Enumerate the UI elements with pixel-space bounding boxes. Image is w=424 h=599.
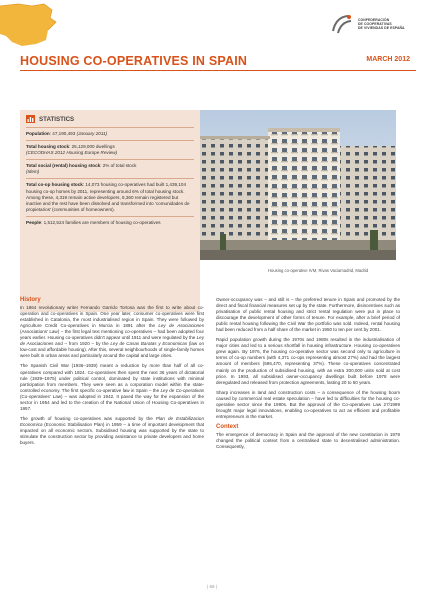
cooperative-logo-icon [330,13,354,35]
title-rule [20,70,416,71]
history-paragraph-2 [20,363,204,411]
stat-population [26,131,194,137]
stat-population-value: : 47,190,493 [49,131,77,136]
stat-total-housing-label: Total housing stock [26,144,70,150]
text-run: (Associations' Law) – the first legal text mentioning co-operatives – had been adopted four years earlier. Housing co-operatives didn't appear until 1911 and were regulated by the [20,329,204,341]
right-column [216,297,400,454]
statistics-divider [26,127,194,128]
logo-line-2: DE COOPERATIVAS [358,21,392,26]
stat-social-housing [26,163,194,175]
history-paragraph-1 [20,305,204,359]
text-run: (Co-operatives' Law) – was adopted in 1942. It paved the way for the expansion of the sector in 1954 and led to the creation of the National Union of Housing Co-operatives in 1957. [20,393,204,411]
bar-chart-icon [26,115,35,123]
statistics-divider [26,178,194,179]
text-run: (law on low-cost and affordable housing). After this, several neighbourhoods of single-family homes were built in urban areas and particularly around the capital and large cities. [20,341,204,359]
statistics-divider [26,159,194,160]
stat-total-housing-value: : 25,129,000 dwellings [69,144,115,150]
stat-people-label: People [26,219,42,225]
housing-cooperative-photo [200,110,396,260]
context-heading: Context [216,423,239,430]
context-paragraph: The emergence of democracy in Spain and the approval of the new constitution in 1978 changed the political context from a centralised state to decentralised administration. Consequently, [216,431,400,450]
concovi-logo [330,10,416,38]
stat-social-value: : 2% of total stock [100,163,137,169]
stat-population-source: (January 2011) [76,131,108,136]
stat-people-value: : 1,512,524 families are members of housing co-operatives [41,219,161,225]
right-paragraph-1: Owner-occupancy was – and still is – the preferred tenure in Spain and promoted by the direct and fiscal financial measures set up by the state. Furthermore, disincentives such as privatisation of public rental housing and strict rental regulation were put in place to discourage the development of other forms of tenure. For example, after a brief period of public rental housing following the Civil War the portfolio was sold. Indeed, rental housing had been reduced from a half share of the market in 1950 to ten per cent by 2001. [216,297,400,333]
history-column [20,297,204,450]
text-italic: Ley de Asociaciones [158,323,204,329]
title-row [20,54,416,68]
right-paragraph-3: Sharp increases in land and construction costs – a consequence of the housing boom caused by commercial real estate speculation – have led to difficulties for the housing co-operative sector since the 1990s. But the approval of the Co-operatives Law 27/1999 brought major legal innovations, enabling co-operatives to act as efficient and profitable entrepreneurs in the market. [216,389,400,419]
history-heading: History [20,297,41,303]
photo-caption: Housing co-operative IVM, Rivas Vaciamadrid, Madrid [268,268,369,273]
stat-total-housing-source: (CECODHAS 2012 Housing Europe Review) [26,150,118,156]
statistics-divider [26,216,194,217]
stat-coop-housing [26,182,194,212]
text-italic: Ley de Co-operativas [160,387,204,393]
page-title: HOUSING CO-OPERATIVES IN SPAIN [20,54,248,68]
text-run: In 1864 revolutionary writer Fernando Garrido Tortosa was the first to write about co-operation and co-operatives in Spain. One year later, consumer co-operatives were first established in Catalonia, the most industrialised region in Spain. They were followed by Agriculture Credit Co-operatives in Murcia in 1891 after the [20,305,204,329]
text-italic: Ley de Casas Baratas y Economicas [110,341,188,347]
text-italic: Plan de Estabilizacion Economica [20,415,204,427]
text-run: (Economic Stabilisation Plan) in 1959 – a time of important development that impacted on all economic sectors. Subsidised housing was supported by the state to stimulate the construction sector by providing assistance to private developers and home buyers. [20,421,204,446]
stat-total-housing [26,144,194,156]
logo-line-3: DE VIVIENDAS DE ESPAÑA [358,26,405,31]
stat-social-label: Total social (rental) housing stock [26,163,101,169]
spain-map-decoration [0,0,60,48]
text-run: and – from 1920 – by the [53,341,111,347]
text-italic: Ley de Asociaciones [20,335,204,347]
stat-population-label: Population [26,131,50,136]
logo-text [358,18,405,31]
stat-coop-value: : 14,073 housing co-operatives had built 1,439,104 housing co-op homes by 2011, representing around 6% of total housing stock. Among these, 4,319 remain active developers, 8,360 remain registered but inactive and the rest have been dissolved and transformed into 'comunidades de propietarios' (communities of homeowners). [26,182,190,212]
stat-people [26,220,194,226]
statistics-heading: STATISTICS [39,115,75,123]
text-run: The Spanish Civil War (1936–1939) meant a reduction by more than half of all co-operatives compared with 1924. Co-operatives then spent the next 36 years of dictatorial rule (1939–1975) under political control, dominated by state institutions with minimal participation from members. They were seen as a corporation model within the state-controlled economy. The first specific co-operative law in Spain – the [20,363,204,393]
right-paragraph-2: Rapid population growth during the 1970s and 1980s resulted in the industrialisation of major cities and led to a serious shortfall in housing infrastructure. Housing co-operatives grew again. By 1976, the housing co-operative sector was second only to agriculture in terms of co-op numbers (with 4,371 co-ops representing almost 27%) and had the largest amount of members (596,470, representing 37%). These co-operatives concentrated mainly on the production of subsidised housing, with an extra 300,000 units sold at cost price. In 1993, all subsidised owner-occupancy dwellings built before 1978 were deregulated and released from protection agreements, lasting 20 to 50 years. [216,337,400,385]
statistics-divider [26,140,194,141]
stat-coop-label: Total co-op housing stock [26,182,83,188]
text-run: The growth of housing co-operatives was supported by the [20,415,156,421]
statistics-box [20,110,200,312]
history-paragraph-3 [20,416,204,446]
logo-line-1: CONFEDERACIÓN [358,17,390,22]
page-number: | 66 | [207,584,217,589]
issue-date: MARCH 2012 [366,56,410,63]
statistics-header [26,114,194,124]
stat-social-source: (Idem) [26,169,40,175]
